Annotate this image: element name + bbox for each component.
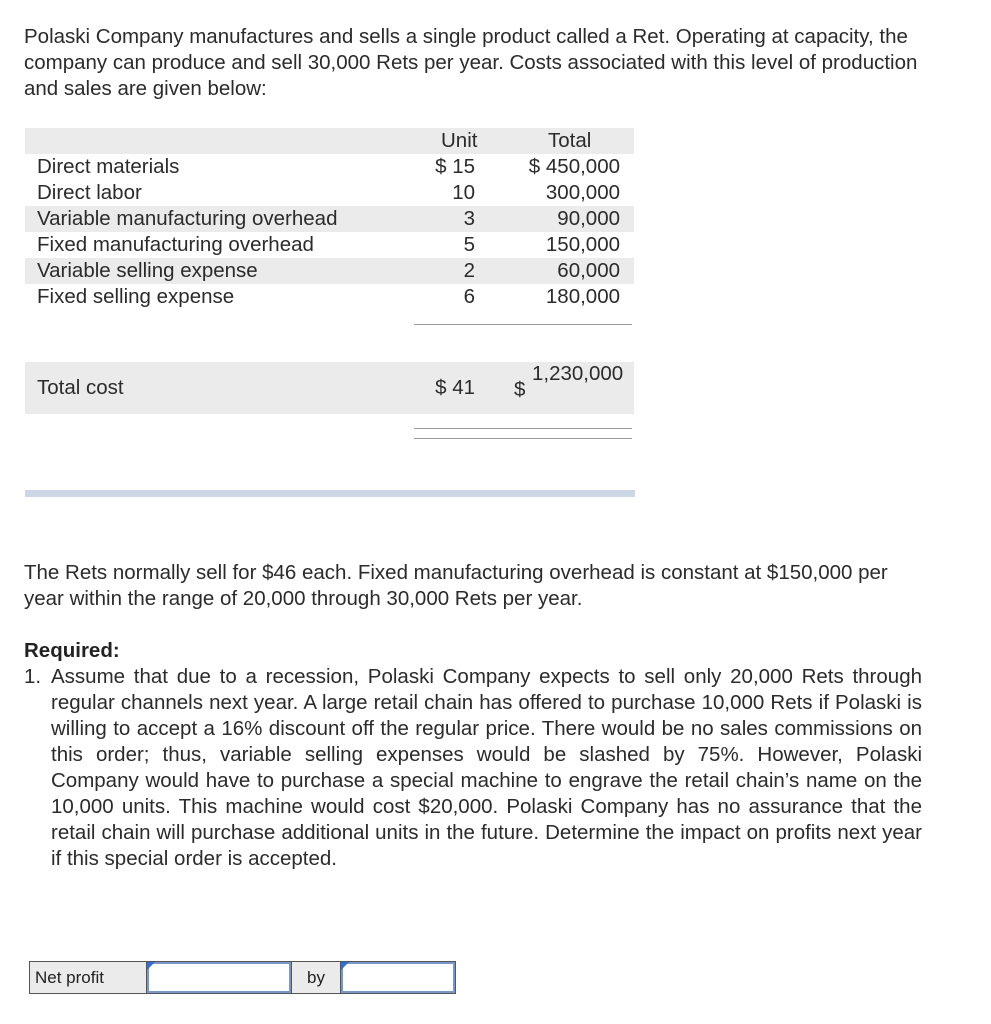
total-label: Total cost — [37, 376, 124, 399]
double-rule-bottom — [414, 438, 632, 439]
total-dollar-sign: $ — [514, 378, 526, 401]
required-heading: Required: — [24, 639, 120, 662]
row-unit-value: 6 — [463, 285, 475, 308]
direction-field-wrapper — [147, 962, 292, 993]
net-profit-label: Net profit — [30, 962, 147, 993]
row-unit-value: 2 — [463, 259, 475, 282]
row-total-value: $ 450,000 — [528, 155, 620, 178]
table-header-bg — [25, 128, 634, 154]
total-amount-value: 1,230,000 — [532, 362, 624, 385]
row-label: Direct labor — [37, 181, 142, 204]
double-rule-top — [414, 428, 632, 429]
price-paragraph: The Rets normally sell for $46 each. Fixed manufacturing overhead is constant at $150,000 per year within the range of 20,000 through 30,000 Rets per year. — [24, 561, 888, 610]
problem-intro: Polaski Company manufactures and sells a single product called a Ret. Operating at capacity, the company can produce and sell 30,000 Rets per year. Costs associated with this level of production and sales are given below: — [24, 25, 918, 100]
required-item — [24, 664, 922, 872]
row-total-value: 90,000 — [557, 207, 620, 230]
row-unit-value: 5 — [463, 233, 475, 256]
unit-header: Unit — [441, 129, 478, 152]
row-label: Fixed selling expense — [37, 285, 235, 308]
row-unit-value: 10 — [452, 181, 475, 204]
row-label: Variable selling expense — [37, 259, 258, 282]
total-unit-value: $ 41 — [435, 376, 475, 399]
answer-row — [29, 961, 456, 994]
by-label: by — [292, 962, 341, 993]
row-label: Direct materials — [37, 155, 180, 178]
row-unit-value: 3 — [463, 207, 475, 230]
row-total-value: 300,000 — [545, 181, 620, 204]
row-total-value: 150,000 — [545, 233, 620, 256]
required-item-text: Assume that due to a recession, Polaski Company expects to sell only 20,000 Rets through regular channels next year. A large retail chain has offered to purchase 10,000 Rets if Polaski is willing to accept a 16% discount off the regular price. There would be no sales commissions on this order; thus, variable selling expenses would be slashed by 75%. However, Polaski Company would have to purchase a special machine to engrave the retail chain’s name on the 10,000 units. This machine would cost $20,000. Polaski Company has no assurance that the retail chain will purchase additional units in the future. Determine the impact on profits next year if this special order is accepted. — [51, 665, 922, 870]
table-bottom-bar — [25, 490, 635, 497]
required-item-number: 1. — [24, 665, 42, 688]
total-header: Total — [548, 129, 592, 152]
row-unit-value: $ 15 — [435, 155, 475, 178]
row-label: Variable manufacturing overhead — [37, 207, 338, 230]
profit-amount-input[interactable] — [341, 962, 455, 993]
row-total-value: 60,000 — [557, 259, 620, 282]
row-label: Fixed manufacturing overhead — [37, 233, 314, 256]
row-total-value: 180,000 — [545, 285, 620, 308]
profit-direction-input[interactable] — [147, 962, 291, 993]
amount-field-wrapper — [341, 962, 455, 993]
subtotal-rule — [414, 324, 632, 325]
